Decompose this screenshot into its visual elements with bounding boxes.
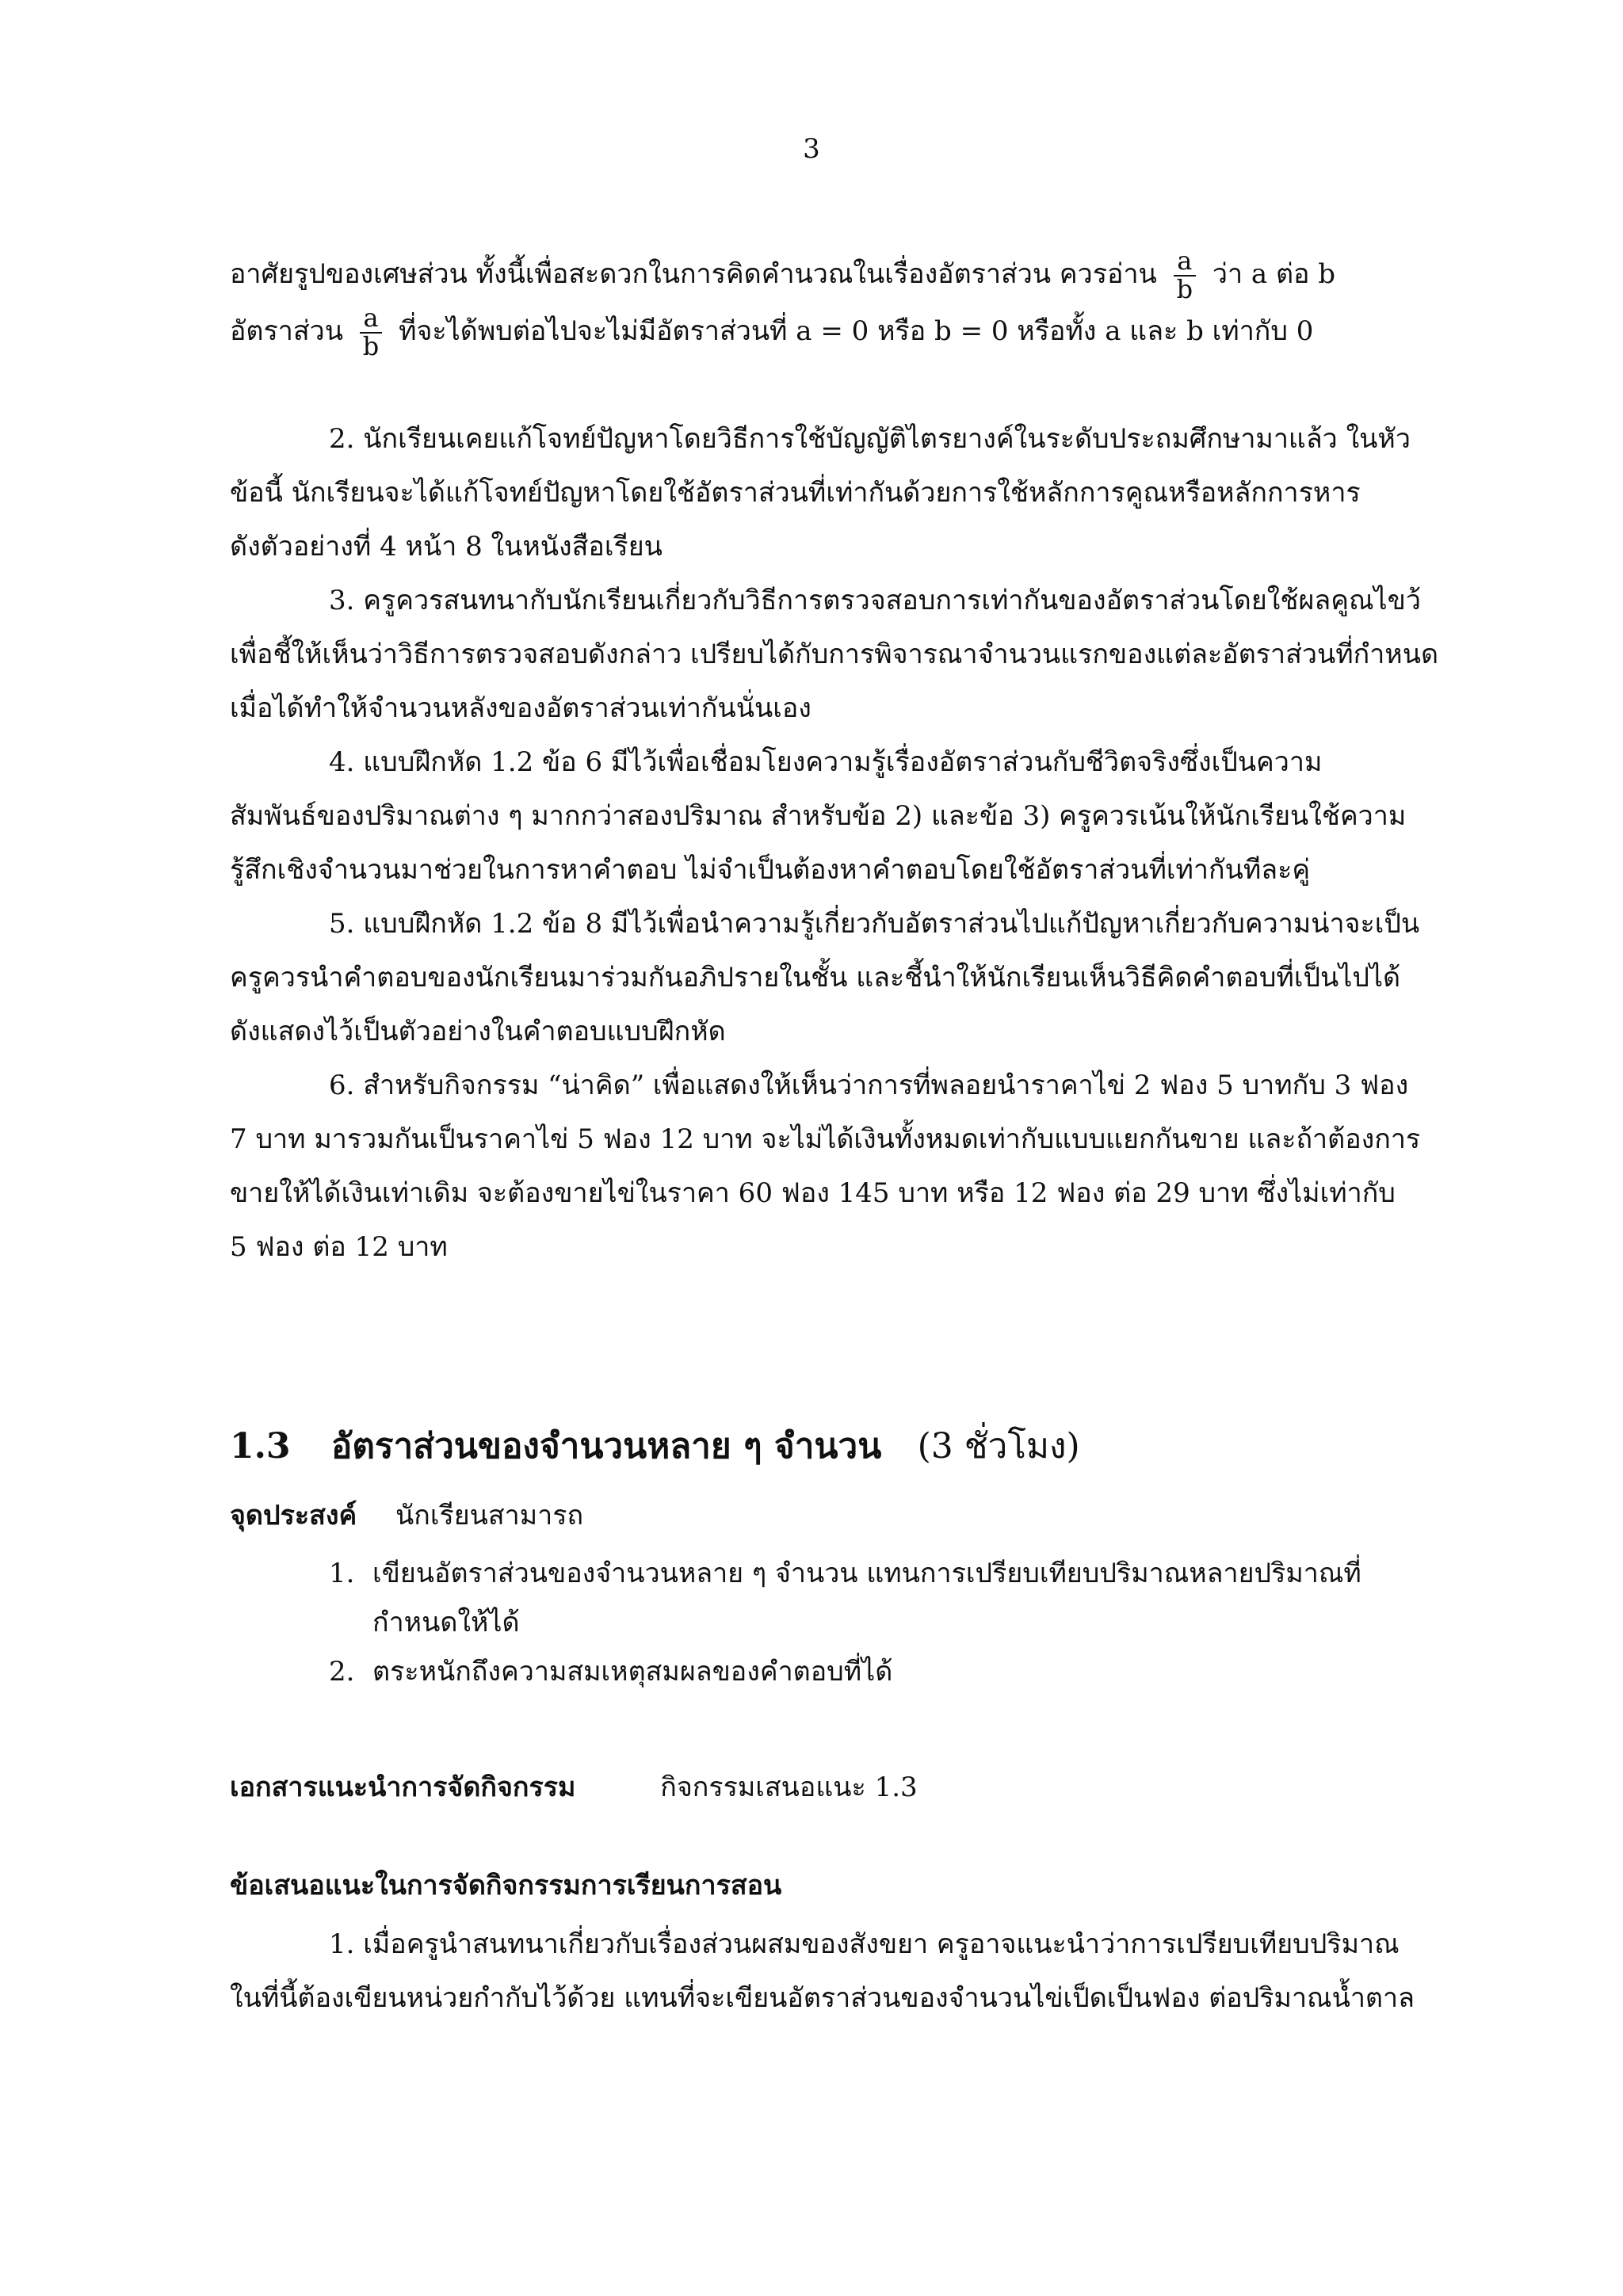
objectives-header bbox=[230, 1493, 583, 1536]
objective-text bbox=[372, 1549, 1361, 1647]
objective-number: 2. bbox=[329, 1656, 355, 1688]
suggestions-list bbox=[230, 412, 1450, 1274]
paragraph-line: ดังแสดงไว้เป็นตัวอย่างในคำตอบแบบฝึกหัด bbox=[230, 1016, 726, 1047]
paragraph-line: ดังตัวอย่างที่ 4 หน้า 8 ในหนังสือเรียน bbox=[230, 531, 663, 563]
paragraph-line: ครูควรนำคำตอบของนักเรียนมาร่วมกันอภิปรายในชั้น และชี้นำให้นักเรียนเห็นวิธีคิดคำตอบที่เป็นไปได้ bbox=[230, 962, 1401, 994]
paragraph-line: 4. แบบฝึกหัด 1.2 ข้อ 6 มีไว้เพื่อเชื่อมโยงความรู้เรื่องอัตราส่วนกับชีวิตจริงซึ่งเป็นความ bbox=[329, 746, 1323, 778]
objectives-intro: นักเรียนสามารถ bbox=[395, 1500, 584, 1531]
intro-line-2-text: อัตราส่วน bbox=[230, 315, 343, 347]
paragraph-line: เมื่อได้ทำให้จำนวนหลังของอัตราส่วนเท่ากันนั่นเอง bbox=[230, 692, 812, 724]
paragraph-line: ข้อนี้ นักเรียนจะได้แก้โจทย์ปัญหาโดยใช้อัตราส่วนที่เท่ากันด้วยการใช้หลักการคูณหรือหลักการหาร bbox=[230, 477, 1361, 509]
intro-line-2 bbox=[230, 303, 1450, 361]
section-number: 1.3 bbox=[230, 1426, 291, 1466]
objective-item bbox=[329, 1647, 1361, 1696]
paragraph-line: 3. ครูควรสนทนากับนักเรียนเกี่ยวกับวิธีการตรวจสอบการเท่ากันของอัตราส่วนโดยใช้ผลคูณไขว้ bbox=[329, 585, 1421, 616]
paragraph-line: 5 ฟอง ต่อ 12 บาท bbox=[230, 1231, 448, 1263]
objective-line: กำหนดให้ได้ bbox=[372, 1607, 520, 1638]
objective-line: เขียนอัตราส่วนของจำนวนหลาย ๆ จำนวน แทนการเปรียบเทียบปริมาณหลายปริมาณที่ bbox=[372, 1558, 1361, 1589]
paragraph-line: 1. เมื่อครูนำสนทนาเกี่ยวกับเรื่องส่วนผสมของสังขยา ครูอาจแนะนำว่าการเปรียบเทียบปริมาณ bbox=[329, 1928, 1400, 1960]
section-hours: (3 ชั่วโมง) bbox=[917, 1426, 1080, 1466]
paragraph-line: เพื่อชี้ให้เห็นว่าวิธีการตรวจสอบดังกล่าว เปรียบได้กับการพิจารณาจำนวนแรกของแต่ละอัตราส่วนที่กำหนด bbox=[230, 639, 1439, 670]
paragraph-line: 5. แบบฝึกหัด 1.2 ข้อ 8 มีไว้เพื่อนำความรู้เกี่ยวกับอัตราส่วนไปแก้ปัญหาเกี่ยวกับความน่าจะเป็น bbox=[329, 908, 1420, 940]
paragraph-line: 7 บาท มารวมกันเป็นราคาไข่ 5 ฟอง 12 บาท จะไม่ได้เงินทั้งหมดเท่ากับแบบแยกกันขาย และถ้าต้องการ bbox=[230, 1123, 1421, 1155]
intro-line-1-tail: ว่า a ต่อ b bbox=[1212, 258, 1336, 290]
suggestion-item-2 bbox=[230, 412, 1450, 574]
intro-line-2-tail: ที่จะได้พบต่อไปจะไม่มีอัตราส่วนที่ a = 0 หรือ b = 0 หรือทั้ง a และ b เท่ากับ 0 bbox=[399, 315, 1314, 347]
suggestion-item-3 bbox=[230, 574, 1450, 735]
objective-number: 1. bbox=[329, 1558, 355, 1589]
objectives-label: จุดประสงค์ bbox=[230, 1500, 357, 1531]
paragraph-line: สัมพันธ์ของปริมาณต่าง ๆ มากกว่าสองปริมาณ สำหรับข้อ 2) และข้อ 3) ครูควรเน้นให้นักเรียนใช้ความ bbox=[230, 800, 1407, 832]
suggestion-item-4 bbox=[230, 735, 1450, 897]
suggestions-paragraph bbox=[230, 1917, 1450, 2025]
objective-item bbox=[329, 1549, 1361, 1647]
objective-line: ตระหนักถึงความสมเหตุสมผลของคำตอบที่ได้ bbox=[372, 1656, 893, 1688]
fraction-denominator: b bbox=[1176, 274, 1193, 304]
suggestion-item-5 bbox=[230, 897, 1450, 1058]
fraction-numerator: a bbox=[360, 305, 382, 334]
fraction-a-over-b bbox=[360, 305, 382, 360]
docs-label: เอกสารแนะนำการจัดกิจกรรม bbox=[230, 1772, 576, 1803]
page-number: 3 bbox=[803, 133, 820, 165]
objective-text bbox=[372, 1647, 892, 1696]
intro-line-1 bbox=[230, 246, 1450, 304]
intro-paragraph bbox=[230, 246, 1450, 361]
paragraph-line: 6. สำหรับกิจกรรม “น่าคิด” เพื่อแสดงให้เห็นว่าการที่พลอยนำราคาไข่ 2 ฟอง 5 บาทกับ 3 ฟอง bbox=[329, 1070, 1409, 1101]
paragraph-line: ขายให้ได้เงินเท่าเดิม จะต้องขายไข่ในราคา 60 ฟอง 145 บาท หรือ 12 ฟอง ต่อ 29 บาท ซึ่งไม่เท่ากับ bbox=[230, 1177, 1396, 1209]
objectives-list bbox=[329, 1549, 1361, 1696]
fraction-a-over-b bbox=[1174, 248, 1196, 303]
intro-line-1-text: อาศัยรูปของเศษส่วน ทั้งนี้เพื่อสะดวกในการคิดคำนวณในเรื่องอัตราส่วน ควรอ่าน bbox=[230, 258, 1157, 290]
docs-row bbox=[230, 1765, 918, 1808]
paragraph-line: รู้สึกเชิงจำนวนมาช่วยในการหาคำตอบ ไม่จำเป็นต้องหาคำตอบโดยใช้อัตราส่วนที่เท่ากันทีละคู่ bbox=[230, 854, 1311, 886]
fraction-numerator: a bbox=[1174, 248, 1196, 277]
suggestion-item-6 bbox=[230, 1058, 1450, 1274]
docs-value: กิจกรรมเสนอแนะ 1.3 bbox=[660, 1772, 918, 1803]
paragraph-line: ในที่นี้ต้องเขียนหน่วยกำกับไว้ด้วย แทนที่จะเขียนอัตราส่วนของจำนวนไข่เป็ดเป็นฟอง ต่อปริมาณน้ำตาล bbox=[230, 1982, 1415, 2014]
fraction-denominator: b bbox=[362, 331, 380, 361]
section-title: อัตราส่วนของจำนวนหลาย ๆ จำนวน bbox=[330, 1426, 882, 1466]
paragraph-line: 2. นักเรียนเคยแก้โจทย์ปัญหาโดยวิธีการใช้บัญญัติไตรยางค์ในระดับประถมศึกษามาแล้ว ในหัว bbox=[329, 423, 1411, 455]
section-heading bbox=[230, 1418, 1080, 1474]
suggestions-heading: ข้อเสนอแนะในการจัดกิจกรรมการเรียนการสอน bbox=[230, 1870, 782, 1901]
